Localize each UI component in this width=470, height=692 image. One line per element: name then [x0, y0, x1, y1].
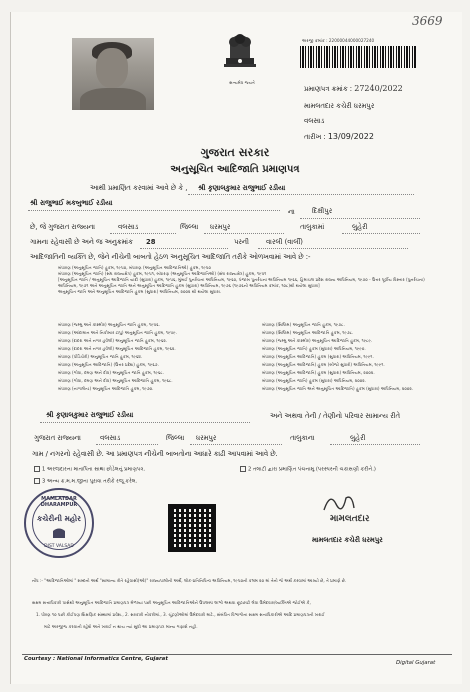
residence-text: ગામ / નગરનો રહેવાસી છે. આ પ્રમાણપત્ર નીચેની બાબતોના આધારે કાઢી આપવામાં આવે છે.: [32, 450, 278, 458]
certificate-no: [304, 84, 403, 94]
issuing-district: વલસાડ: [304, 117, 325, 125]
order-left-1: બંધારણ (જમ્મુ અને કાશ્મીર) અનુસૂચિત જાતિ હુકમ, ૧૯૫૬.: [58, 322, 160, 327]
basis-2-checkbox: [240, 466, 246, 472]
applicant-photo: [72, 38, 154, 110]
order-right-5: બંધારણ (અનુસૂચિત આદિજાતિ) હુકમ (સુધારા) અધિનિયમ, ૧૯૯૧.: [262, 354, 374, 359]
order-left-6: બંધારણ (અનુસૂચિત આદિજાતિ) (ઉત્તર પ્રદેશ) હુકમ, ૧૯૬૭.: [58, 362, 159, 367]
taluka-label: તાલુકામાં: [300, 223, 325, 231]
footer-courtesy: Courtesy : National Informatics Centre, Gujarat: [24, 656, 168, 662]
order-right-6: બંધારણ (અનુસૂચિત આદિજાતિ) હુકમ (બીજો સુધારો) અધિનિયમ, ૧૯૯૧.: [262, 362, 385, 367]
signature-scribble-icon: [320, 490, 360, 516]
issue-date: [304, 132, 374, 142]
community-value: વારલી (વાર્લી): [266, 238, 303, 246]
resident-text: છે, જે ગુજરાત રાજ્યના: [30, 223, 96, 231]
application-no: અરજી ક્રમાંક : 22000044000027240: [302, 38, 375, 43]
gram-text: ગામના રહેવાસી છે અને જ અનુક્રમાંક: [30, 238, 133, 246]
basis-3: [34, 478, 137, 486]
stamp-bottom-text: DIST VALSAD: [44, 544, 74, 549]
application-no-label: અરજી ક્રમાંક: [302, 38, 325, 43]
note-1: નોંધ :- "આદિજાતિઓમાં " શબ્દનો અર્થ "સામાન્ય રીતે રહેવાસી(ઓ)" રાજ્યપાલોની અર્થે, લોક-પ્રતિનિધિત્વ અધિનિયમ, ૧૯૫૦ની કલમ ૨૦ માં તેનો જે અર્થ કરવામાં આવ્યો છે, તે પ્રમાણે છે.: [32, 578, 347, 583]
basis-1-text: 1 અરજદારના માતાપિતા સાથા છોડેલનું પ્રમાણપત્ર.: [42, 466, 146, 473]
date-value: 13/09/2022: [327, 132, 374, 141]
issuing-office: મામલતદાર કચેરી ધરમપુર: [304, 102, 375, 110]
stamp-center-text: કચેરીની મહોર: [36, 514, 82, 523]
note-2: સક્ષમ સત્તાધિકારી પાસેથી અનુસૂચિત આદિજાતિ પ્રમાણપત્ર મેળવ્યા પછી અનુસૂચિત આદિજાતિઓને ઉપલબ્ધ લાભો અથવા છૂટછાટો લેવા ઉમેદવાર/વ્યક્તિએ જોઈએ કે,: [32, 600, 311, 605]
basis-3-text: 3 અન્ય ક્ર.મ.મ.જીના પુરાવા તરીકે રજૂ કરેલ.: [42, 478, 138, 485]
basis-2-text: 2 તલાટી દ્વારા પ્રમાણિત પંચનામુ (પરસ્પરની ચકાસણી કરીને.): [248, 466, 376, 473]
state-taluka-label: તાલુકાના: [290, 434, 315, 442]
title-gov: ગુજરાત સરકાર: [200, 146, 270, 159]
order-left-3: બંધારણ (દાદરા અને નગર હવેલી) અનુસૂચિત જાતિ હુકમ, ૧૯૬૨.: [58, 338, 168, 343]
barcode: [300, 46, 416, 68]
applicant-name-repeat: શ્રી કૃણાલકુમાર રાજુભાઈ રડીયા: [46, 411, 134, 419]
handwritten-number: 3669: [412, 14, 443, 28]
order-top-5: અનુસૂચિત જાતિ અને અનુસૂચિત આદિજાતિ હુકમ (સુધારા) અધિનિયમ, ૨૦૦૨ થી થયેલા સુધારા.: [58, 289, 222, 294]
certify-text: આથી પ્રમાણિત કરવામાં આવે છે કે ,: [90, 184, 188, 192]
order-top-3: [અનુસૂચિત જાતિ / અનુસૂચિત આદિજાતિ યાદી (સુધારા) હુકમ, ૧૯૫૬, મુંબઈ પુનર્રચના અધિનિયમ, ૧૯૬૦, પંજાબ પુનર્રચના અધિનિયમ ૧૯૬૬, હિમાચલ પ્રદેશ રાજ્ય અધિનિયમ, ૧૯૭૦ - ઉત્તર પૂર્વીય વિસ્તાર (પુનર્રચના): [58, 277, 425, 282]
order-left-2: બંધારણ (આંદામાન અને નિકોબાર ટાપુ) અનુસૂચિત જાતિ હુકમ, ૧૯૫૯.: [58, 330, 177, 335]
subvillage-value: લુહેરી: [352, 223, 368, 231]
state-village-value: લુહેરી: [350, 434, 366, 442]
footer-digital: Digital Gujarat: [396, 660, 436, 666]
signature-handwritten: મામલતદાર: [330, 514, 370, 524]
order-top-4: અધિનિયમ, ૧૯૭૧ અને અનુસૂચિત જાતિ અને અનુસૂચિત આદિજાતિ હુકમ (સુધારા) અધિનિયમ, ૧૯૭૬ (૧૯૭૬નો અધિનિયમ ક્રમાંક, ૧૦૮)થી થયેલા સુધારા]: [58, 283, 320, 288]
applicant-name: શ્રી કૃણાલકુમાર રાજુભાઈ રડીયા: [198, 184, 286, 192]
order-right-3: બંધારણ (જમ્મુ અને કાશ્મીર) અનુસૂચિત આદિજાતિ હુકમ, ૧૯૮૯.: [262, 338, 373, 343]
basis-2: [240, 466, 376, 474]
note-4: માટે અરજીજ કરવાની રહેશે અને ખરાઈ ન થાય ત્યાં સુધી આ પ્રમાણપત્ર માન્ય ગણાશે નહી.: [44, 624, 198, 629]
stamp-emblem-icon: [50, 526, 68, 540]
state-text: ગુજરાત રાજ્યના: [34, 434, 81, 442]
district-value: વલસાડ: [118, 223, 139, 231]
serial-no: 28: [146, 238, 156, 246]
order-top-1: બંધારણ (અનુસૂચિત જાતિ) હુકમ, ૧૯૫૦, બંધારણ (અનુસૂચિત આદિજાતિઓ) હુકમ, ૧૯૫૦: [58, 265, 212, 270]
basis-1-checkbox: [34, 466, 40, 472]
notified-text: આદિજાતિની વ્યક્તિ છે, જેને નીચેની બાબતો હેઠળ અનુસૂચિત આદિજાતિ તરીકે ઓળખવામાં આવે છે :-: [30, 253, 311, 261]
national-emblem-icon: [218, 28, 262, 80]
order-left-9: બંધારણ (નાગાલેન્ડ) અનુસૂચિત આદિજાતિ હુકમ, ૧૯૭૦.: [58, 386, 154, 391]
state-district-label: જિલ્લા: [166, 434, 185, 442]
community-label: પરની: [234, 238, 249, 246]
basis-3-checkbox: [34, 478, 40, 484]
village-value: દિક્ષીપુર: [312, 207, 333, 215]
village-label: ના: [288, 208, 295, 216]
title-certificate: અનુસૂચિત આદિજાતિ પ્રમાણપત્ર: [170, 164, 300, 175]
order-right-9: બંધારણ (અનુસૂચિત જાતિ અને અનુસૂચિત આદિજાતિ) હુકમ (સુધારા) અધિનિયમ, ૨૦૦૨.: [262, 386, 414, 391]
order-left-4: બંધારણ (દાદરા અને નગર હવેલી) અનુસૂચિત આદિજાતિ હુકમ, ૧૯૬૨.: [58, 346, 176, 351]
stamp-outer-text: MAMLATDAR DHARAMPUR: [40, 496, 78, 508]
office-stamp: [24, 488, 94, 558]
order-right-8: બંધારણ (અનુસૂચિત જાતિ) હુકમ (સુધારા) અધિનિયમ, ૨૦૦૨.: [262, 378, 367, 383]
note-3: 1. ધોરણ ૧૦ પછી કોઈપણ શિક્ષણિક સંસ્થામાં પ્રવેશ., 2. સરકારી નોકરીમાં., 3. ચૂંટણીઓમાં ઉમેદવારી માટે., સંબંધિત વિભાગોના સક્ષમ સત્તાધિકારીએ આદિ પ્રમાણપત્રની ખરાઈ: [36, 612, 325, 617]
father-name: શ્રી રાજુભાઈ મકબુભાઈ રડીયા: [30, 199, 113, 207]
certificate-no-label: પ્રમાણપત્ર ક્રમાંક :: [304, 85, 353, 93]
family-text: અને અથવા તેની / તેણીનો પરિવાર સામાન્ય રીતે: [270, 412, 401, 420]
district-label: જિલ્લા: [180, 223, 199, 231]
state-district-value: વલસાડ: [100, 434, 121, 442]
taluka-value: ધરમપુર: [210, 223, 231, 231]
order-left-7: બંધારણ (ગોવા, દમણ અને દીવ) અનુસૂચિત જાતિ હુકમ, ૧૯૬૮.: [58, 370, 164, 375]
order-right-4: બંધારણ (અનુસૂચિત જાતિ) હુકમ (સુધારા) અધિનિયમ, ૧૯૯૦.: [262, 346, 366, 351]
basis-1: [34, 466, 145, 474]
order-right-7: બંધારણ (અનુસૂચિત આદિજાતિ) હુકમ (સુધારા) અધિનિયમ, ૨૦૦૨.: [262, 370, 375, 375]
order-left-5: બંધારણ (પોંડિચેરી) અનુસૂચિત જાતિ હુકમ, ૧૯૬૪.: [58, 354, 143, 359]
order-left-8: બંધારણ (ગોવા, દમણ અને દીવ) અનુસૂચિત આદિજાતિ હુકમ, ૧૯૬૮.: [58, 378, 173, 383]
signature-designation: મામલતદાર કચેરી ધરમપુર: [312, 536, 383, 544]
qr-code: [168, 504, 216, 552]
certificate-no-value: 27240/2022: [354, 84, 403, 93]
order-right-2: બંધારણ (સિક્કિમ) અનુસૂચિત આદિજાતિ હુકમ, ૧૯૭૮.: [262, 330, 354, 335]
application-no-value: 22000044000027240: [328, 38, 375, 43]
order-top-2: બંધારણ (અનુસૂચિત જાતિ) (સંઘ રાજ્યક્ષેત્ર) હુકમ, ૧૯૫૧, બંધારણ (અનુસૂચિત આદિજાતિઓ) (સંઘ રાજ્યક્ષેત્ર) હુકમ, ૧૯૫૧: [58, 271, 267, 276]
state-taluka-value: ધરમપુર: [196, 434, 217, 442]
order-right-1: બંધારણ (સિક્કિમ) અનુસૂચિત જાતિ હુકમ, ૧૯૭૮.: [262, 322, 345, 327]
emblem-caption: સત્યમેવ જયતે: [229, 80, 255, 85]
date-label: તારીખ :: [304, 133, 326, 141]
